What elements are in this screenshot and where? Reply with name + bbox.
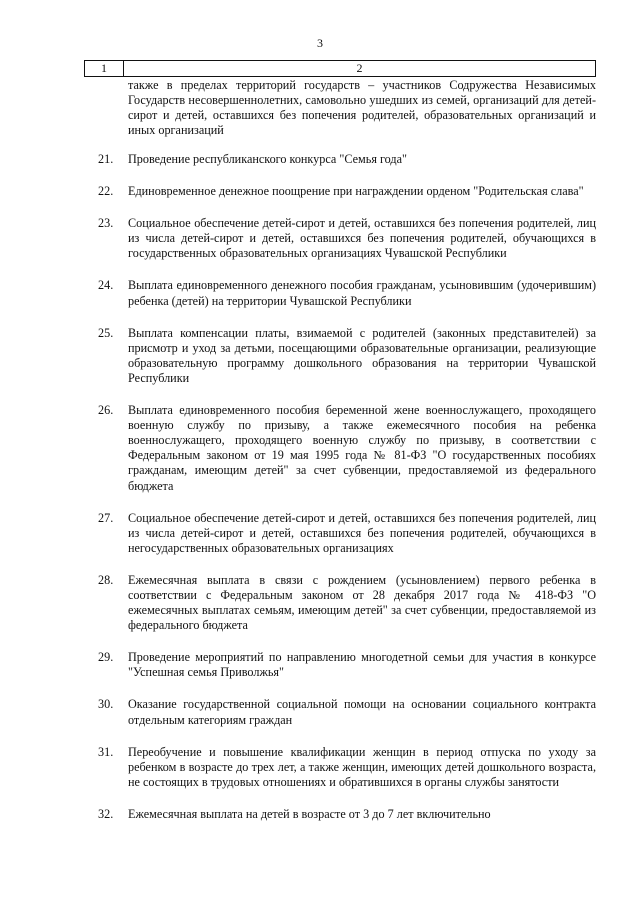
item-text: Проведение республиканского конкурса "Семья года" [128,152,407,166]
item-number: 28. [98,572,114,587]
item-text: Проведение мероприятий по направлению многодетной семьи для участия в конкурсе "Успешная семья Приволжья" [128,650,596,680]
items-list [84,152,596,839]
item-number: 32. [98,806,114,821]
item-number: 22. [98,184,114,199]
list-item [84,403,596,494]
table-header [84,60,596,77]
item-number: 29. [98,650,114,665]
item-number: 31. [98,744,114,759]
list-item [84,278,596,308]
item-number: 27. [98,510,114,525]
list-item [84,573,596,633]
list-item [84,326,596,386]
item-text: Выплата единовременного пособия беременной жене военнослужащего, проходящего военную службу по призыву, а также ежемесячного пособия на ребенка военнослужащего, проходящего военную службу по призыву, в соответствии с Федеральным законом от 19 мая 1995 года № 81-ФЗ "О государственных пособиях гражданам, имеющим детей" за счет субвенции, предоставляемой из федерального бюджета [128,403,596,493]
item-number: 21. [98,152,114,166]
list-item [84,807,596,822]
list-item [84,745,596,790]
item-number: 24. [98,278,114,293]
continuation-text: также в пределах территорий государств – участников Содружества Независимых Государств несовершеннолетних, самовольно ушедших из семей, организаций для детей-сирот и детей, оставшихся без попечения родителей, образовательных организаций и иных организаций [128,78,596,138]
item-text: Ежемесячная выплата в связи с рождением (усыновлением) первого ребенка в соответствии с Федеральным законом от 28 декабря 2017 года № 418-ФЗ "О ежемесячных выплатах семьям, имеющим детей" за счет субвенции, предоставляемой из федерального бюджета [128,572,596,633]
list-item [84,511,596,556]
item-number: 25. [98,325,114,340]
item-text: Ежемесячная выплата на детей в возрасте от 3 до 7 лет включительно [128,806,491,821]
page-number: 3 [317,36,323,50]
item-number: 30. [98,697,114,712]
item-text: Выплата компенсации платы, взимаемой с родителей (законных представителей) за присмотр и уход за детьми, посещающими образовательные организации, реализующие образовательную программу дошкольного образования на территории Чувашской Республики [128,325,596,385]
item-text: Оказание государственной социальной помощи на основании социального контракта отдельным категориям граждан [128,697,596,727]
list-item [84,184,596,199]
item-text: Единовременное денежное поощрение при награждении орденом "Родительская слава" [128,184,584,199]
column-1-header: 1 [85,61,124,77]
item-text: Переобучение и повышение квалификации женщин в период отпуска по уходу за ребенком в возрасте до трех лет, а также женщин, имеющих детей дошкольного возраста, не состоящих в трудовых отношениях и обратившихся в органы службы занятости [128,744,596,789]
item-text: Социальное обеспечение детей-сирот и детей, оставшихся без попечения родителей, лиц из числа детей-сирот и детей, оставшихся без попечения родителей, обучающихся в государственных образовательных организациях Чувашской Республики [128,216,596,261]
item-text: Выплата единовременного денежного пособия гражданам, усыновившим (удочерившим) ребенка (детей) на территории Чувашской Республики [128,278,596,308]
column-2-header: 2 [124,61,596,77]
list-item [84,650,596,680]
item-number: 26. [98,403,114,418]
list-item [84,152,596,167]
item-number: 23. [98,216,114,231]
list-item [84,216,596,261]
item-text: Социальное обеспечение детей-сирот и детей, оставшихся без попечения родителей, лиц из числа детей-сирот и детей, оставшихся без попечения родителей, обучающихся в негосударственных образовательных организациях [128,510,596,555]
list-item [84,697,596,727]
